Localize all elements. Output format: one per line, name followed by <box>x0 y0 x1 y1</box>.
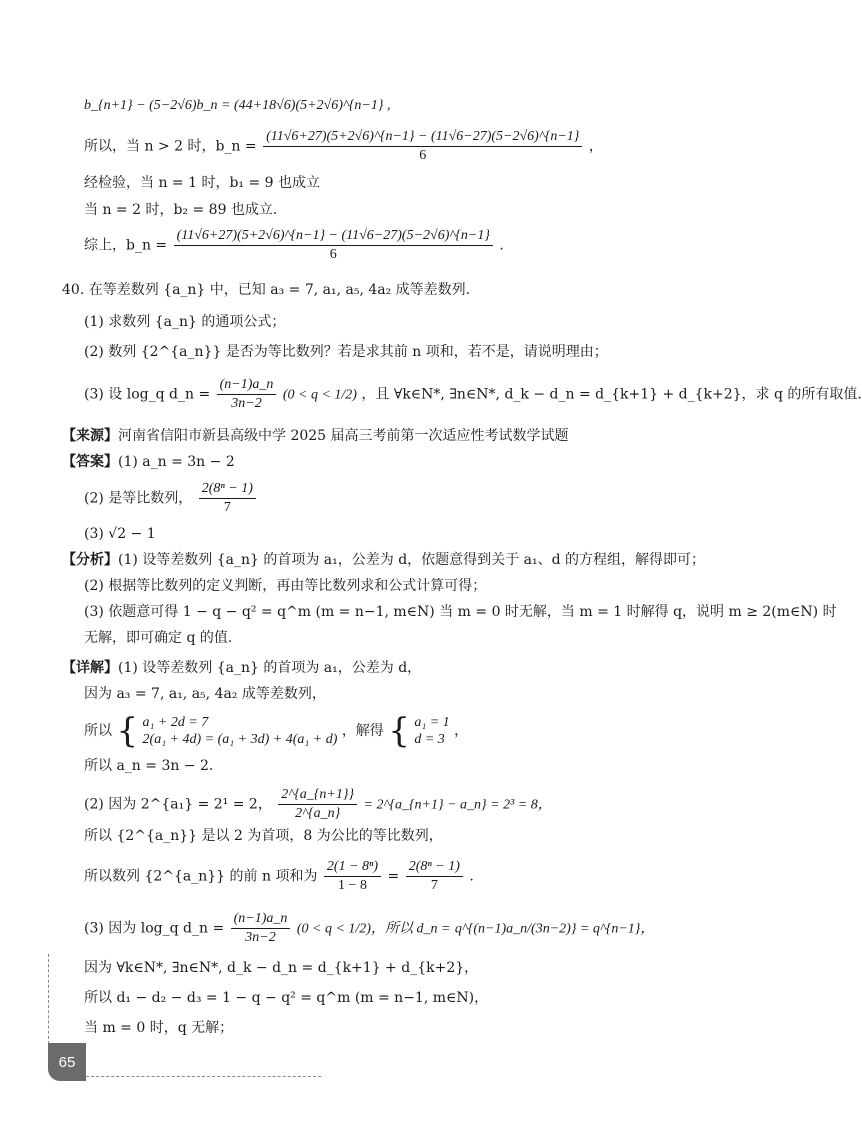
denominator: 1 − 8 <box>338 878 367 893</box>
text-prefix: 所以 <box>84 723 112 739</box>
fraction-2 <box>406 858 463 895</box>
fraction <box>278 786 357 823</box>
detail-line-9: 因为 ∀k∈N*, ∃n∈N*, d_k − d_n = d_{k+1} + d_{k+2}， <box>84 960 479 976</box>
text-prefix: (2) 是等比数列， <box>84 490 193 507</box>
dashed-footer-line <box>86 1076 321 1077</box>
fraction <box>199 480 256 517</box>
question-40-stem: 40. 在等差数列 {a_n} 中，已知 a₃ = 7, a₁, a₅, 4a₂ 成等差数列. <box>62 282 471 298</box>
condition: (0 < q < 1/2) <box>282 387 357 403</box>
solution-row-1: a₁ = 1 <box>414 715 450 730</box>
fraction <box>174 227 493 264</box>
text-suffix: ， <box>588 138 603 155</box>
equals-sign: = <box>387 868 400 885</box>
source-text: 河南省信阳市新县高级中学 2025 届高三考前第一次适应性考试数学试题 <box>118 428 569 444</box>
text-prefix: 所以，当 n > 2 时，b_n = <box>84 138 257 155</box>
text-suffix: . <box>469 868 474 885</box>
question-40-part2: (2) 数列 {2^{a_n}} 是否为等比数列？若是求其前 n 项和，若不是，请说明理由； <box>84 344 608 360</box>
source-line <box>62 426 569 446</box>
detail-line-10: 所以 d₁ − d₂ − d₃ = 1 − q − q² = q^m (m = n−1, m∈N)， <box>84 990 489 1006</box>
numerator: (n−1)a_n <box>217 376 277 395</box>
numerator: 2(8ⁿ − 1) <box>199 480 256 499</box>
analysis-line-1 <box>62 550 705 570</box>
denominator: 7 <box>223 500 231 515</box>
analysis-line-3: (3) 依题意可得 1 − q − q² = q^m (m = n−1, m∈N) 当 m = 0 时无解，当 m = 1 时解得 q，说明 m ≥ 2(m∈N) 时 <box>84 604 837 620</box>
formula-line-summary <box>84 227 504 264</box>
answer-line-1 <box>62 452 235 472</box>
formula-line-recurrence: b_{n+1} − (5−2√6)b_n = (44+18√6)(5+2√6)^{n−1} , <box>84 98 391 113</box>
answer-text: (1) a_n = 3n − 2 <box>118 454 235 470</box>
answer-tag: 【答案】 <box>62 454 118 470</box>
text-prefix: (2) 因为 2^{a₁} = 2¹ = 2， <box>84 796 272 813</box>
formula-line-bn-general <box>84 128 603 165</box>
denominator: 7 <box>430 878 438 893</box>
numerator: 2(8ⁿ − 1) <box>406 858 463 877</box>
text-check-n1: 经检验，当 n = 1 时，b₁ = 9 也成立 <box>84 175 321 191</box>
fraction <box>263 128 582 165</box>
detail-line-7 <box>84 858 474 895</box>
left-brace: { <box>116 711 139 751</box>
detail-line-8 <box>84 910 654 947</box>
text-check-n2: 当 n = 2 时，b₂ = 89 也成立. <box>84 202 278 218</box>
fraction <box>231 910 291 947</box>
text-middle: (0 < q < 1/2)，所以 d_n = <box>296 921 451 937</box>
numerator: 2^{a_{n+1}} <box>278 786 357 805</box>
detail-line-2: 因为 a₃ = 7, a₁, a₅, 4a₂ 成等差数列， <box>84 686 326 702</box>
analysis-line-2: (2) 根据等比数列的定义判断，再由等比数列求和公式计算可得； <box>84 578 487 594</box>
detail-line-system <box>84 711 469 751</box>
analysis-tag: 【分析】 <box>62 552 118 568</box>
denominator: 6 <box>419 148 427 163</box>
detail-line-6: 所以 {2^{a_n}} 是以 2 为首项，8 为公比的等比数列， <box>84 828 443 844</box>
text-prefix: (3) 设 log_q d_n = <box>84 386 211 403</box>
text-prefix: (3) 因为 log_q d_n = <box>84 920 225 937</box>
solution-rows <box>414 714 449 748</box>
system-row-1: a₁ + 2d = 7 <box>142 715 209 730</box>
denominator: 3n−2 <box>245 930 276 945</box>
left-brace: { <box>388 711 410 751</box>
system-row-2: 2(a₁ + 4d) = (a₁ + 3d) + 4(a₁ + d) <box>142 732 338 747</box>
denominator: 2^{a_n} <box>295 806 341 821</box>
detail-text: (1) 设等差数列 {a_n} 的首项为 a₁，公差为 d， <box>118 660 422 676</box>
fraction-1 <box>324 858 381 895</box>
detail-tag: 【详解】 <box>62 660 118 676</box>
text-prefix: 所以数列 {2^{a_n}} 的前 n 项和为 <box>84 868 318 885</box>
analysis-line-4: 无解，即可确定 q 的值. <box>84 630 233 646</box>
text-suffix: ，且 ∀k∈N*, ∃n∈N*, d_k − d_n = d_{k+1} + d_{k+2}，求 q 的所有取值. <box>361 386 862 403</box>
page-number: 65 <box>48 1043 86 1081</box>
denominator: 3n−2 <box>231 396 262 411</box>
solution-row-2: d = 3 <box>414 732 445 747</box>
text-exponent: q^{(n−1)a_n/(3n−2)} = q^{n−1}， <box>454 921 655 937</box>
system-rows <box>143 714 338 748</box>
detail-line-1 <box>62 658 421 678</box>
numerator: (11√6+27)(5+2√6)^{n−1} − (11√6−27)(5−2√6)^{n−1} <box>263 128 582 147</box>
numerator: (11√6+27)(5+2√6)^{n−1} − (11√6−27)(5−2√6)^{n−1} <box>174 227 493 246</box>
numerator: 2(1 − 8ⁿ) <box>324 858 381 877</box>
answer-line-3: (3) √2 − 1 <box>84 526 156 542</box>
question-40-part1: (1) 求数列 {a_n} 的通项公式； <box>84 314 286 330</box>
question-40-part3 <box>84 376 862 413</box>
analysis-text: (1) 设等差数列 {a_n} 的首项为 a₁，公差为 d，依题意得到关于 a₁、d 的方程组，解得即可； <box>118 552 705 568</box>
detail-line-11: 当 m = 0 时，q 无解； <box>84 1020 234 1036</box>
text-middle: ，解得 <box>341 723 384 739</box>
numerator: (n−1)a_n <box>231 910 291 929</box>
equation-system <box>116 711 338 751</box>
detail-line-5 <box>84 786 552 823</box>
text-suffix: = 2^{a_{n+1} − a_n} = 2³ = 8， <box>363 797 552 813</box>
text-suffix: . <box>499 237 504 254</box>
answer-line-2 <box>84 480 258 517</box>
dashed-margin-line <box>48 954 49 1044</box>
source-tag: 【来源】 <box>62 428 118 444</box>
text-prefix: 综上，b_n = <box>84 237 168 254</box>
denominator: 6 <box>329 247 337 262</box>
text-suffix: ， <box>454 723 469 739</box>
solution-system <box>388 711 450 751</box>
detail-line-4: 所以 a_n = 3n − 2. <box>84 758 214 774</box>
fraction <box>217 376 277 413</box>
